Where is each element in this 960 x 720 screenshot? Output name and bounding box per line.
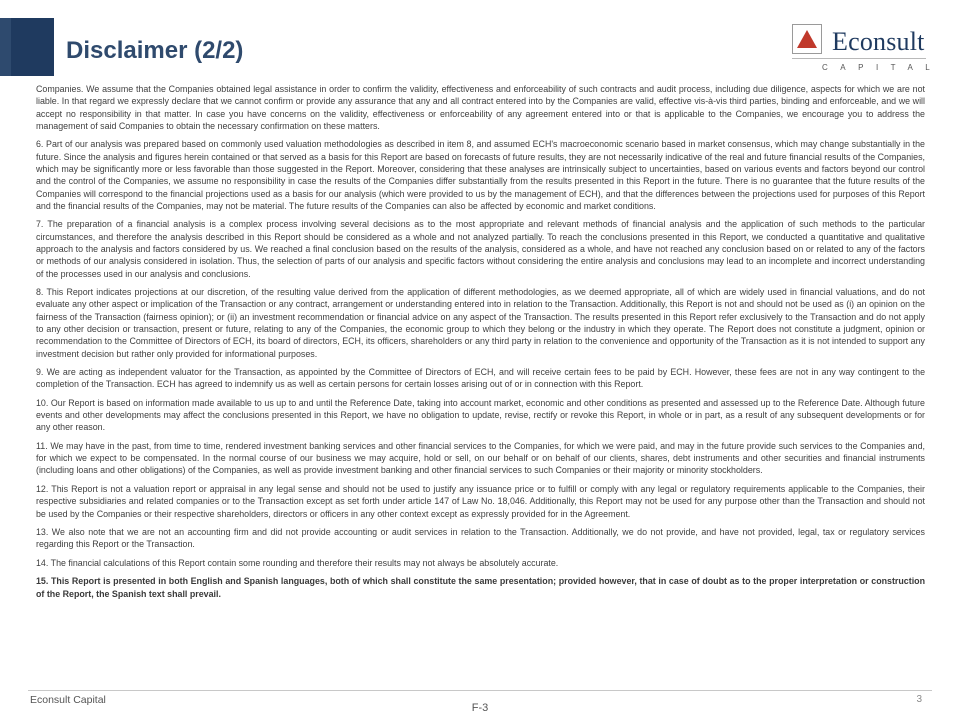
disclaimer-paragraph: 10. Our Report is based on information made available to us up to and until the Reference Date, taking into account market, economic and other conditions as presented and assessed up to the Reference Date. Although future events and other developments may affect the conclusions presented in this Report, we have no obligation to update, revise, rectify or revoke this Report, in whole or in part, as a result of any subsequent developments or for any other reason. xyxy=(36,397,925,433)
disclaimer-paragraph: Companies. We assume that the Companies obtained legal assistance in order to confirm the validity, effectiveness and enforceability of such contracts and audit process, including due diligence, aspects for which we are not liable. In that regard we expressly declare that we cannot confirm or provide any assurance that any and all contract entered into by the Companies are valid, effective vis-à-vis third parties, binding and enforceable, and we will accept no responsibility in that matter. In case you have concerns on the validity, effectiveness or enforceability of any agreement entered into or that is applicable to the Companies, we encourage you to address the management of said Companies to obtain the necessary confirmation on these matters. xyxy=(36,84,925,131)
logo-subtitle: CAPITAL xyxy=(822,63,943,72)
disclaimer-paragraph-language: 15. This Report is presented in both English and Spanish languages, both of which shall constitute the same presentation; provided however, that in case of doubt as to the proper interpretation or construction of the Report, the Spanish text shall prevail. xyxy=(36,576,925,599)
disclaimer-paragraph: 8. This Report indicates projections at our discretion, of the resulting value derived from the application of different methodologies, as we deemed appropriate, all of which are widely used in financial valuations, and do not evaluate any other aspect or implication of the Transaction or any contract, arrangement or understanding entered into in relation to the Transaction. Additionally, this Report is not and should not be used as (i) an opinion on the fairness of the Transaction (fairness opinion); or (ii) an investment recommendation or financial advice on any aspect of the Transaction. The results presented in this Report refer exclusively to the Transaction and do not apply to any other decision or transaction, present or future, relating to any of the Companies, the economic group to which they belong or the industry in which they operate. The Report does not constitute a judgment, opinion or recommendation to the Committee of Directors of ECH, its board of directors, ECH, its officers, shareholders or any third party in relation to the convenience and opportunity of the Transaction as it is not intended to support any investment decision but rather only provided for informational purposes. xyxy=(36,287,925,359)
company-logo xyxy=(792,24,943,76)
footer-page-number: 3 xyxy=(916,694,922,705)
logo-divider xyxy=(792,58,926,59)
page-title: Disclaimer (2/2) xyxy=(66,37,244,64)
footer-page-code: F-3 xyxy=(471,702,489,714)
footer-divider xyxy=(28,690,932,691)
disclaimer-body xyxy=(36,83,925,606)
disclaimer-paragraph: 11. We may have in the past, from time to time, rendered investment banking services and other financial services to the Companies, for which we were paid, and may in the future provide such services to the Companies and, for which we expect to be compensated. In the normal course of our business we may acquire, hold or sell, on our behalf or on behalf of our clients, shares, debt instruments and other securities and financial instruments (including loans and other obligations) of the Companies, as well as provide investment banking and other financial services to such Companies or their majority or minority stockholders. xyxy=(36,440,925,476)
disclaimer-paragraph: 9. We are acting as independent valuator for the Transaction, as appointed by the Committee of Directors of ECH, and will receive certain fees to be paid by ECH. However, these fees are not in any way contingent to the completion of the Transaction. ECH has agreed to indemnify us as well as certain persons for certain losses arising out of or in connection with this Report. xyxy=(36,366,925,390)
disclaimer-paragraph: 7. The preparation of a financial analysis is a complex process involving several decisions as to the most appropriate and relevant methods of financial analysis and the application of such methods to the particular circumstances, and therefore the analysis described in this Report should be considered as a whole and not analyzed partially. To reach the conclusions presented in this Report, we conducted a quantitative and qualitative approach to the analysis and factors considered by us. We reached a final conclusion based on the results of the analysis, considered as a whole, and have not reached any conclusion based on or related to any of the factors or methods of our analysis considered in isolation. Thus, the selection of parts of our analysis and specific factors without considering the entire analysis and conclusions may lead to an incomplete and incorrect understanding of the processes used in our analysis and conclusions. xyxy=(36,219,925,279)
header-accent-bar xyxy=(0,18,54,76)
disclaimer-paragraph: 6. Part of our analysis was prepared based on commonly used valuation methodologies as described in item 8, and assumed ECH's macroeconomic scenario based in market consensus, which may change substantially in the future. Since the analysis and figures herein contained or that served as a basis for this Report are based on forecasts of future results, they are not necessarily indicative of the real and future financial results of the Companies, which may be significantly more or less favorable than those suggested in the Report. Moreover, considering that these analyses are intrinsically subject to uncertainties, based on various events and factors beyond our control and the control of the Companies, we assume no responsibility in case the results of the Companies differ substantially from the results presented in this Report in the future. There is no guarantee that the future results of the Companies will correspond to the financial projections used as a basis for our analysis (which were provided to us by the management of ECH), and that the differences between the projections used for purposes of this Report and the financial results of the Companies, may not be material. The future results of the Companies can also be affected by economic and market conditions. xyxy=(36,139,925,211)
disclaimer-paragraph: 12. This Report is not a valuation report or appraisal in any legal sense and should not be used to justify any issuance price or to fulfill or comply with any legal or regulatory requirements applicable to the Companies, their respective subsidiaries and related companies or to the Transaction except as set forth under article 147 of Law No. 18,046. Additionally, this Report may not be used for any purpose other than the Transaction and should not be used by the Companies or their respective shareholders, directors or officers in any other context except as expressly provided for in the Agreement. xyxy=(36,483,925,519)
footer-company: Econsult Capital xyxy=(30,694,106,706)
logo-triangle-icon xyxy=(792,24,822,54)
logo-name: Econsult xyxy=(832,27,925,56)
disclaimer-paragraph: 14. The financial calculations of this Report contain some rounding and therefore their results may not always be absolutely accurate. xyxy=(36,557,559,568)
disclaimer-paragraph: 13. We also note that we are not an accounting firm and did not provide accounting or audit services in relation to the Transaction. Additionally, we do not provide, and have not provided, legal, tax or regulatory services regarding this Report or the Transaction. xyxy=(36,527,925,550)
